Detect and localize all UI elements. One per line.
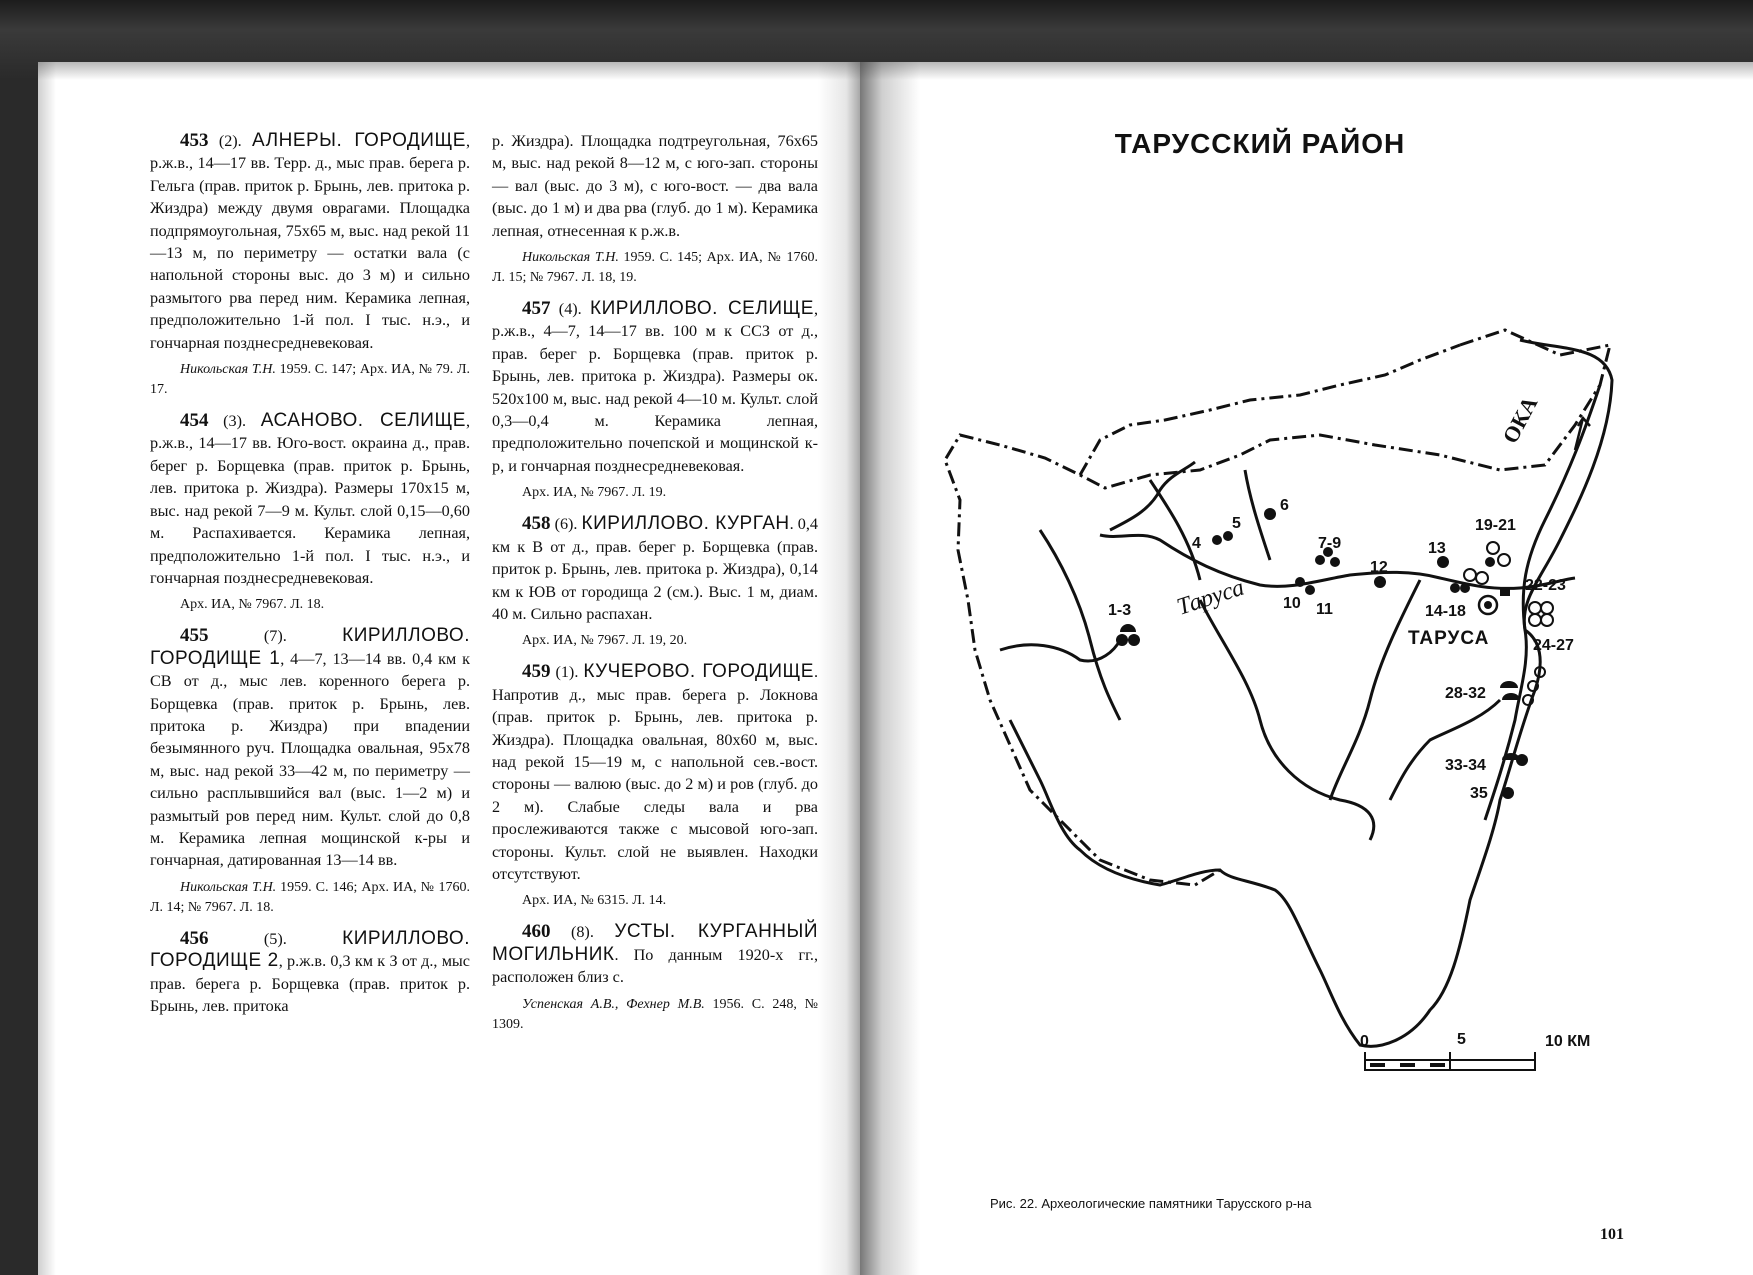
text-column-2 (492, 130, 818, 1045)
entry-source (150, 595, 470, 615)
oka-river (1485, 385, 1600, 820)
town-label-tarusa: ТАРУСА (1408, 628, 1490, 649)
source-ref: 1959. С. 147; Арх. ИА, № 79. Л. 17. (150, 362, 470, 398)
site-label: 35 (1470, 785, 1488, 802)
entry-ref: (3). (208, 412, 261, 431)
entry-number: 458 (522, 513, 551, 535)
site-6 (1264, 508, 1276, 520)
site-label: 22-23 (1525, 577, 1566, 594)
source-ref: Арх. ИА, № 7967. Л. 19, 20. (522, 633, 688, 649)
source-author: Никольская Т.Н. (180, 879, 277, 895)
site-label: 1-3 (1108, 602, 1132, 619)
site-label: 5 (1232, 515, 1241, 532)
entry-459 (492, 661, 818, 885)
entry-ref: (6). (550, 515, 582, 534)
entry-heading: УСТЫ. КУРГАННЫЙ МОГИЛЬНИК (492, 921, 819, 965)
entry-number: 453 (180, 130, 209, 151)
site-label: 6 (1280, 497, 1289, 514)
oka-label: ОКА (1497, 392, 1543, 448)
scale-label-10: 10 КМ (1545, 1033, 1591, 1050)
entry-ref: (5). (208, 929, 343, 948)
site-12 (1374, 576, 1386, 588)
entry-number: 460 (522, 921, 551, 943)
entry-body: . Напротив д., мыс прав. берега р. Локнова (прав. приток р. Брынь, лев. притока р. Жиздра). Площадка овальная, 80х60 м, выс. над рекой 15—19 м, с напольной сев.-вост. стороны — валюю (выс. до 2 м) и ров (глуб. до 2 м). Слабые следы вала и рва прослеживаются также с мысовой юго-зап. стороны. Культ. слой не выявлен. Находки отсутствуют. (492, 663, 819, 883)
entry-ref: (1). (550, 663, 584, 682)
entry-heading: КУЧЕРОВО. ГОРОДИЩЕ (583, 661, 814, 683)
text-column-1 (150, 130, 470, 1023)
entry-source (492, 483, 818, 503)
entry-source (150, 360, 470, 400)
entry-body: , р.ж.в., 14—17 вв. Терр. д., мыс прав. берега р. Гельга (прав. приток р. Брынь, лев. притока р. Жиздра) между двумя оврагами. Площадка подпрямоугольная, 75х65 м, выс. над рекой 11—13 м, по периметру — остатки вала (с напольной стороны выс. до 3 м) и сильно размытого рва перед ним. Керамика лепная, предположительно 1-й пол. I тыс. н.э., и гончарная позднесредневековая. (150, 132, 470, 352)
entry-number: 456 (180, 927, 209, 949)
source-author: Никольская Т.Н. (180, 362, 276, 378)
site-10-11 (1295, 577, 1315, 595)
scale-label-0: 0 (1360, 1033, 1369, 1050)
tarusa-upper (1110, 462, 1195, 530)
source-author: Никольская Т.Н. (522, 250, 619, 266)
source-ref: Арх. ИА, № 6315. Л. 14. (522, 893, 667, 909)
entry-454 (150, 410, 470, 589)
scale-label-5: 5 (1457, 1031, 1466, 1048)
site-13 (1437, 556, 1449, 568)
entry-source (492, 248, 818, 288)
site-4-5 (1212, 531, 1233, 545)
entry-body: , р.ж.в. 0,3 км к З от д., мыс прав. берега р. Борщевка (прав. приток р. Брынь, лев. притока (150, 952, 470, 1015)
page-number: 101 (1600, 1226, 1624, 1243)
entry-number: 455 (180, 625, 209, 647)
site-label: 11 (1316, 601, 1333, 618)
source-ref: 1959. С. 146; Арх. ИА, № 1760. Л. 14; № 7967. Л. 18. (150, 879, 470, 915)
site-label: 13 (1428, 540, 1446, 557)
scale-bar (1360, 1031, 1590, 1070)
site-label: 7-9 (1318, 535, 1342, 552)
entry-source (492, 891, 818, 911)
entry-source (492, 631, 818, 651)
source-ref: 1956. С. 248, № 1309. (492, 996, 818, 1032)
entry-456-continued (492, 130, 818, 242)
entry-ref: (4). (550, 300, 591, 319)
entry-heading: АСАНОВО. СЕЛИЩЕ (260, 410, 466, 432)
site-label: 33-34 (1445, 757, 1486, 774)
site-24-27 (1529, 602, 1553, 626)
figure-caption: Рис. 22. Археологические памятники Тарусского р-на (990, 1196, 1312, 1211)
entry-456 (150, 928, 470, 1018)
tributary-south (1200, 600, 1374, 840)
entry-body: , р.ж.в., 4—7, 14—17 вв. 100 м к ССЗ от д., прав. берег р. Борщевка (прав. приток р. Брынь, лев. притока р. Жиздра). Размеры ок. 520х100 м, выс. над рекой 4—10 м. Культ. слой 0,3—0,4 м. Керамика лепная, предположительно почепской и мощинской к-р, и гончарная позднесредневековая. (492, 300, 819, 475)
map-title: ТАРУССКИЙ РАЙОН (1114, 128, 1406, 159)
site-33-34 (1502, 753, 1528, 766)
tributary-sw (1000, 640, 1120, 661)
entry-heading: КИРИЛЛОВО. ГОРОДИЩЕ 2 (150, 927, 470, 972)
entry-heading: КИРИЛЛОВО. КУРГАН (581, 513, 790, 535)
entry-body: , 4—7, 13—14 вв. 0,4 км к СВ от д., мыс лев. коренного берега р. Борщевка (прав. приток р. Брынь, лев. притока р. Жиздра) при впадении безымянного руч. Площадка овальная, 95х78 м, выс. над рекой 33—42 м, по периметру — сильно расплывшийся вал (выс. 1—2 м) и размытый ров перед ним. Культ. слой до 0,8 м. Керамика лепная мощинской к-ры и гончарная, датированная 13—14 вв. (150, 649, 470, 870)
entry-ref: (7). (208, 627, 343, 646)
site-label: 14-18 (1425, 603, 1466, 620)
site-label: 28-32 (1445, 685, 1486, 702)
tributary-west (1040, 530, 1120, 720)
district-map (920, 320, 1640, 1090)
entry-source (150, 878, 470, 918)
site-1-3 (1116, 624, 1140, 646)
tarusa-label: Таруса (1173, 574, 1248, 621)
entry-number: 459 (522, 661, 551, 683)
source-author: Успенская А.В., Фехнер М.В. (522, 996, 705, 1012)
entry-body: р. Жиздра). Площадка подтреугольная, 76х65 м, выс. над рекой 8—12 м, с юго-зап. стороны — вал (выс. до 3 м), с юго-вост. — два вала (выс. до 1 м) и два рва (глуб. до 1 м). Керамика лепная, отнесенная к р.ж.в. (492, 132, 818, 240)
site-label: 12 (1370, 559, 1388, 576)
entry-heading: КИРИЛЛОВО. ГОРОДИЩЕ 1 (150, 625, 470, 669)
entry-458 (492, 513, 818, 625)
entry-ref: (8). (550, 923, 615, 942)
site-19-21 (1485, 542, 1510, 567)
entry-heading: КИРИЛЛОВО. СЕЛИЩЕ (590, 298, 814, 320)
source-ref: 1959. С. 145; Арх. ИА, № 1760. Л. 15; № 7967. Л. 18, 19. (492, 250, 818, 286)
entry-453 (150, 130, 470, 354)
entry-number: 457 (522, 298, 551, 320)
entry-body: . 0,4 км к В от д., прав. берег р. Борщевка (прав. приток р. Брынь, лев. притока р. Жиздра), 0,14 км к ЮВ от городища 2 (см.). Выс. 1 м, диам. 40 м. Сильно распахан. (492, 515, 818, 623)
site-label: 10 (1283, 595, 1301, 612)
entry-460 (492, 921, 818, 988)
site-label: 19-21 (1475, 517, 1516, 534)
source-ref: Арх. ИА, № 7967. Л. 18. (180, 597, 325, 613)
source-ref: Арх. ИА, № 7967. Л. 19. (522, 485, 667, 501)
entry-ref: (2). (208, 132, 253, 150)
entry-body: . По данным 1920-х гг., расположен близ с. (492, 945, 818, 987)
site-label: 4 (1192, 535, 1201, 552)
district-boundary-west (1080, 345, 1460, 475)
entry-number: 454 (180, 410, 209, 432)
scan-shadow (0, 0, 1753, 80)
entry-455 (150, 625, 470, 871)
site-label: 24-27 (1533, 637, 1574, 654)
entry-source (492, 995, 818, 1035)
entry-body: , р.ж.в., 14—17 вв. Юго-вост. окраина д., прав. берег р. Борщевка (прав. приток р. Брынь, лев. притока р. Жиздра). Размеры 170х15 м, выс. над рекой 7—9 м. Культ. слой 0,15—0,60 м. Распахивается. Керамика лепная, предположительно 1-й пол. I тыс. н.э., и гончарная позднесредневековая. (150, 412, 471, 587)
entry-heading: АЛНЕРЫ. ГОРОДИЩЕ (252, 130, 466, 151)
entry-457 (492, 298, 818, 477)
site-35 (1502, 787, 1514, 799)
